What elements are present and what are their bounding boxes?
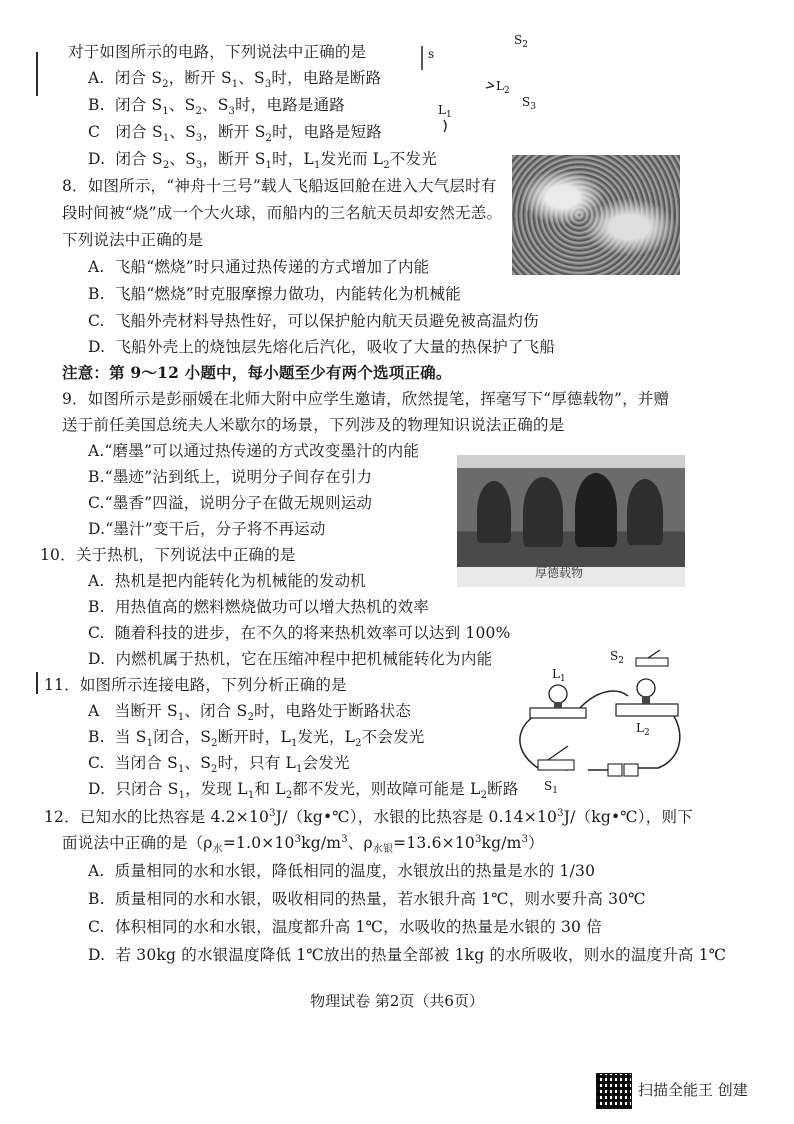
person-figure [575,473,617,547]
q11-lamp-base-l1 [530,708,586,718]
q11-wire [638,708,680,768]
q11-bulb-l2 [637,679,655,697]
q10-stem: 10．关于热机，下列说法中正确的是 [40,546,296,564]
q10-option-c: C. 随着科技的进步，在不久的将来热机效率可以达到 100% [88,624,511,642]
person-figure [523,477,563,547]
scanner-watermark: 扫描全能王 创建 [638,1081,748,1099]
q11-label-s2: $S_2$ [610,649,624,666]
q8-option-d: D. 飞船外壳上的烧蚀层先熔化后汽化，吸收了大量的热保护了飞船 [88,338,556,356]
person-figure [477,481,511,543]
q11-label-s1: $S_1$ [544,779,558,796]
q11-option-a: A 当断开 $S_1$、闭合 $S_2$时，电路处于断路状态 [88,702,412,724]
q11-label-l1: $L_1$ [552,667,566,684]
q7-label-s2: $S_2$ [514,33,528,50]
q11-label-l2: $L_2$ [636,721,650,738]
q9-option-a: A.“磨墨”可以通过热传递的方式改变墨汁的内能 [88,442,420,460]
q9-option-d: D.“墨汁”变干后，分子将不再运动 [88,520,326,538]
q7-stem: 对于如图所示的电路，下列说法中正确的是 [68,43,367,61]
q11-switch-s1-blade [548,746,568,760]
q11-option-c: C. 当闭合 $S_1$、$S_2$时，只有 $L_1$会发光 [88,754,350,776]
q12-option-c: C. 体积相同的水和水银，温度都升高 1℃，水吸收的热量是水银的 30 倍 [88,918,602,936]
q11-circuit-diagram [508,648,688,798]
q12-stem-line2: 面说法中正确的是（$\rho_水=1.0\times 10^3kg/m^3$、$\rho_{水银}=13.6\times 10^3kg/m^3$） [62,833,544,856]
q11-lamp-base-l2 [616,704,678,716]
q7-lamp-l2 [486,82,494,88]
q7-label-s1-partial: s [428,47,435,61]
q8-stem-line3: 下列说法中正确的是 [62,231,204,249]
q7-option-a: A. 闭合 $S_2$，断开 $S_1$、$S_3$时，电路是断路 [88,69,382,91]
q7-option-c: C 闭合 $S_1$、$S_3$，断开 $S_2$时，电路是短路 [88,123,382,145]
q12-stem-line1: 12．已知水的比热容是 $4.2\times 10^3J/(kg•℃)$，水银的比热容是 $0.14\times 10^3J/(kg•℃)$，则下 [44,807,693,826]
page-footer: 物理试卷 第2页（共6页） [310,992,484,1010]
q8-stem-line1: 8．如图所示，“神舟十三号”载人飞船返回舱在进入大气层时有 [62,177,497,195]
q7-label-s3: $S_3$ [522,95,536,112]
q12-option-a: A. 质量相同的水和水银，降低相同的温度，水银放出的热量是水的 1/30 [88,862,596,880]
q11-switch-s2-blade [648,650,660,658]
q9-option-b: B.“墨迹”沾到纸上，说明分子间存在引力 [88,468,373,486]
q10-option-b: B. 用热值高的燃料燃烧做功可以增大热机的效率 [88,598,429,616]
q9-photo-caption: 厚德载物 [535,566,584,580]
q10-option-a: A. 热机是把内能转化为机械能的发动机 [88,572,366,590]
instruction-note: 注意：第 9～12 小题中，每小题至少有两个选项正确。 [62,363,452,382]
q7-circuit-diagram [410,30,570,140]
q8-option-a: A. 飞船“燃烧”时只通过热传递的方式增加了内能 [88,258,430,276]
q8-spacecraft-photo [512,155,680,275]
q11-switch-s1 [538,760,574,770]
q11-socket-l1 [554,702,562,708]
q11-stem: 11．如图所示连接电路，下列分析正确的是 [44,676,347,694]
q9-calligraphy-photo [457,455,685,587]
q11-option-d: D. 只闭合 $S_1$，发现 $L_1$和 $L_2$都不发光，则故障可能是 $L_2$断路 [88,780,519,802]
margin-mark [36,672,38,694]
q9-stem-line2: 送于前任美国总统夫人米歇尔的场景，下列涉及的物理知识说法正确的是 [62,416,565,434]
q11-socket-l2 [642,696,650,704]
q7-wire [444,120,446,132]
q7-label-l2: $L_2$ [496,79,510,96]
q7-option-b: B. 闭合 $S_1$、$S_2$、$S_3$时，电路是通路 [88,96,345,118]
qr-code-icon [596,1073,632,1109]
q8-option-b: B. 飞船“燃烧”时克服摩擦力做功，内能转化为机械能 [88,285,461,303]
q11-bulb-l1 [549,685,567,703]
person-figure [627,479,663,545]
q10-option-d: D. 内燃机属于热机，它在压缩冲程中把机械能转化为内能 [88,650,493,668]
q7-option-d: D. 闭合 $S_2$、$S_3$，断开 $S_1$时，$L_1$发光而 $L_2$不发光 [88,150,437,172]
q8-stem-line2: 段时间被“烧”成一个大火球，而船内的三名航天员却安然无恙。 [62,204,503,222]
q11-battery-cell [624,764,638,776]
q7-label-l1: $L_1$ [438,103,452,120]
q8-option-c: C. 飞船外壳材料导热性好，可以保护舱内航天员避免被高温灼伤 [88,312,539,330]
q9-option-c: C.“墨香”四溢，说明分子在做无规则运动 [88,494,373,512]
q12-option-d: D. 若 30kg 的水银温度降低 1℃放出的热量全部被 1kg 的水所吸收，则水的温度升高 1℃ [88,946,727,964]
q11-battery-cell [608,764,622,776]
q9-stem-line1: 9．如图所示是彭丽媛在北师大附中应学生邀请，欣然提笔，挥毫写下“厚德载物”，并赠 [62,390,670,408]
q11-switch-s2 [636,658,668,666]
q11-option-b: B. 当 $S_1$闭合，$S_2$断开时，$L_1$发光，$L_2$不会发光 [88,728,425,750]
q12-option-b: B. 质量相同的水和水银，吸收相同的热量，若水银升高 1℃，则水要升高 30℃ [88,890,646,908]
margin-mark [36,52,38,96]
